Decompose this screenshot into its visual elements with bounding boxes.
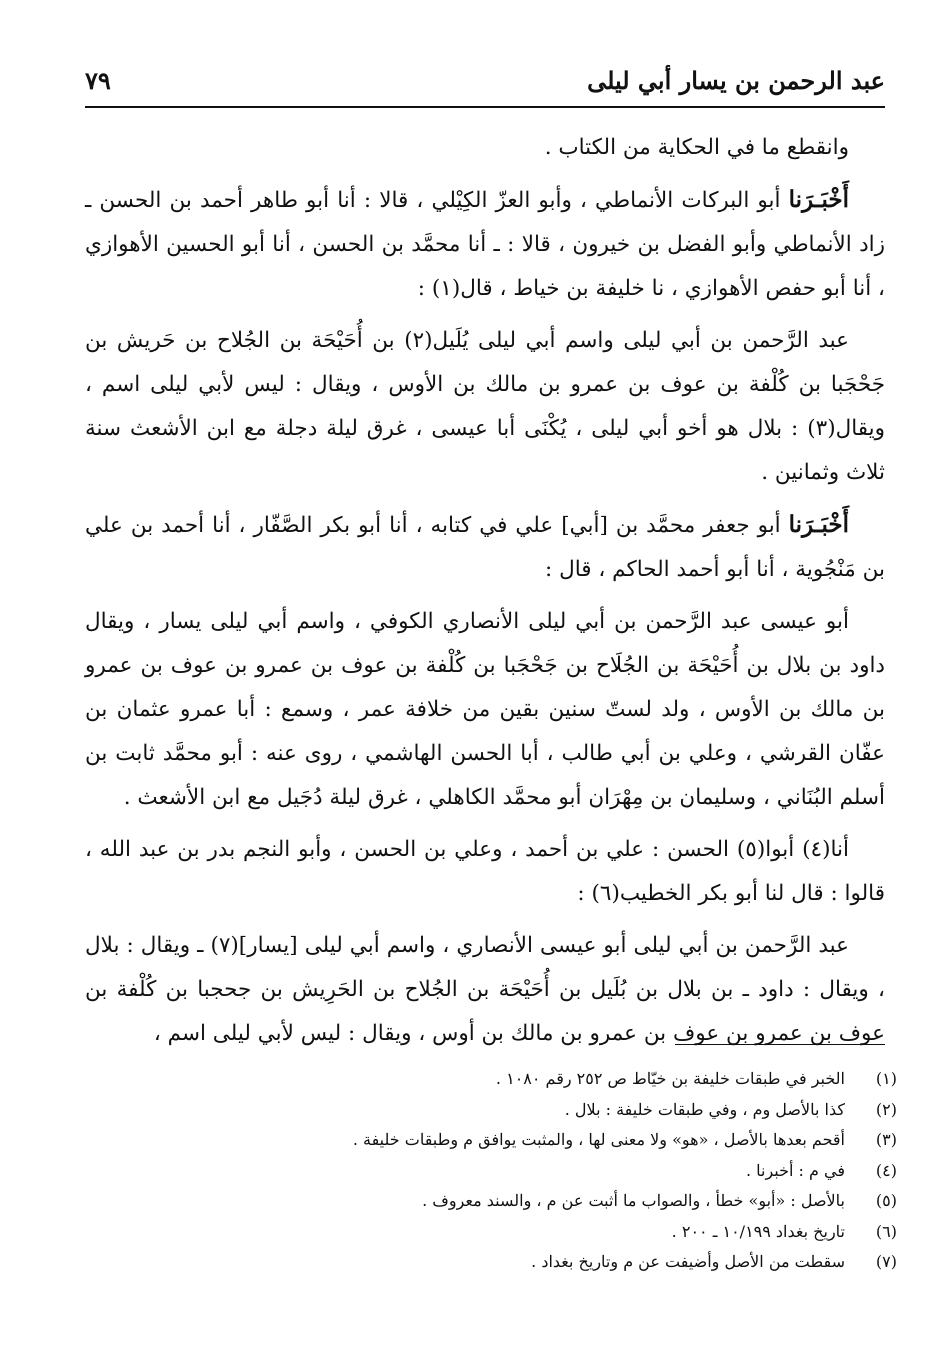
header-rule — [85, 106, 885, 108]
paragraph-2-lead: أَخْبَـرَنا — [788, 186, 849, 213]
paragraph-3: عبد الرَّحمن بن أبي ليلى واسم أبي ليلى يُلَيل(٢) بن أُحَيْحَة بن الجُلاح بن حَريش بن جَحْجَبا بن كُلْفة بن عوف بن عمرو بن مالك بن الأوس ، ويقال : ليس لأبي ليلى اسم ، ويقال(٣) : بلال هو أخو أبي ليلى ، يُكْنَى أبا عيسى ، غرق ليلة دجلة مع ابن الأشعث سنة ثلاث وثمانين . — [85, 328, 885, 485]
footnote-text: الخبر في طبقات خليفة بن خيّاط ص ٢٥٢ رقم ١٠٨٠ . — [495, 1069, 845, 1088]
footnote-item — [85, 1125, 897, 1156]
footnote-text: كذا بالأصل وم ، وفي طبقات خليفة : بلال . — [564, 1099, 845, 1119]
paragraph-2-text: أبو البركات الأنماطي ، وأبو العزّ الكِيْلي ، قالا : أنا أبو طاهر أحمد بن الحسن ـ زاد الأنماطي وأبو الفضل بن خيرون ، قالا : ـ أنا محمَّد بن الحسن ، أنا أبو الحسين الأهوازي ، أنا أبو حفص الأهوازي ، نا خليفة بن خياط ، قال(١) : — [85, 188, 885, 301]
footnote-text: أقحم بعدها بالأصل ، «هو» ولا معنى لها ، والمثبت يوافق م وطبقات خليفة . — [352, 1130, 845, 1149]
footnote-number: (١) — [875, 1069, 897, 1088]
paragraph-2 — [85, 178, 885, 311]
paragraph-6: أنا(٤) أبوا(٥) الحسن : علي بن أحمد ، وعلي بن الحسن ، وأبو النجم بدر بن عبد الله ، قالوا : قال لنا أبو بكر الخطيب(٦) : — [85, 837, 885, 906]
body-text — [85, 126, 885, 1064]
footnotes — [85, 1064, 897, 1278]
footnote-text: تاريخ بغداد ١٠/١٩٩ ـ ٢٠٠ . — [671, 1221, 845, 1241]
paragraph-4-lead: أَخْبَـرَنا — [788, 511, 850, 538]
paragraph-7: عبد الرَّحمن بن أبي ليلى أبو عيسى الأنصاري ، واسم أبي ليلى [يسار](٧) ـ ويقال : بلال ، ويقال : داود ـ بن بلال بن بُلَيل بن أُحَيْحَة بن الجُلاح بن الحَرِيش بن جحجبا بن كُلْفة بن عوف بن عمرو بن عوف بن عمرو بن مالك بن أوس ، ويقال : ليس لأبي ليلى اسم ، — [85, 933, 885, 1046]
footnote-separator — [675, 1044, 885, 1045]
footnote-item — [85, 1156, 897, 1187]
footnote-number: (٧) — [875, 1252, 897, 1271]
footnote-number: (٤) — [875, 1160, 897, 1180]
footnote-number: (٦) — [875, 1221, 897, 1241]
footnote-item — [85, 1217, 897, 1248]
paragraph-4 — [85, 503, 885, 592]
footnote-number: (٢) — [875, 1099, 897, 1119]
paragraph-5: أبو عيسى عبد الرَّحمن بن أبي ليلى الأنصاري الكوفي ، واسم أبي ليلى يسار ، ويقال داود بن بلال بن أُحَيْحَة بن الجُلَاح بن جَحْجَبا بن كُلْفة بن عوف بن عمرو بن عوف بن عمرو بن مالك بن الأوس ، ولد لستّ سنين بقين من خلافة عمر ، وسمع : أبا عمرو عثمان بن عفّان القرشي ، وعلي بن أبي طالب ، أبا الحسن الهاشمي ، روى عنه : أبو محمَّد ثابت بن أسلم البُنَاني ، وسليمان بن مِهْرَان أبو محمَّد الكاهلي ، غرق ليلة دُجَيل مع ابن الأشعث . — [85, 609, 885, 810]
footnote-number: (٣) — [875, 1130, 897, 1149]
footnote-item — [85, 1095, 897, 1126]
footnote-item — [85, 1186, 897, 1217]
footnote-item — [85, 1247, 897, 1278]
footnote-text: سقطت من الأصل وأضيفت عن م وتاريخ بغداد . — [531, 1252, 845, 1271]
footnote-text: في م : أخبرنا . — [745, 1160, 845, 1180]
paragraph-1: وانقطع ما في الحكاية من الكتاب . — [544, 135, 849, 160]
footnote-text: بالأصل : «أبو» خطأ ، والصواب ما أثبت عن م ، والسند معروف . — [422, 1191, 845, 1210]
paragraph-4-text: أبو جعفر محمَّد بن [أبي] علي في كتابه ، أنا أبو بكر الصَّفّار ، أنا أحمد بن علي بن مَنْجُوية ، أنا أبو أحمد الحاكم ، قال : — [85, 513, 885, 582]
footnote-item — [85, 1064, 897, 1095]
header-title: عبد الرحمن بن يسار أبي ليلى — [587, 66, 885, 95]
running-header — [85, 62, 885, 104]
page-number: ٧٩ — [85, 66, 111, 95]
footnote-number: (٥) — [875, 1191, 897, 1210]
